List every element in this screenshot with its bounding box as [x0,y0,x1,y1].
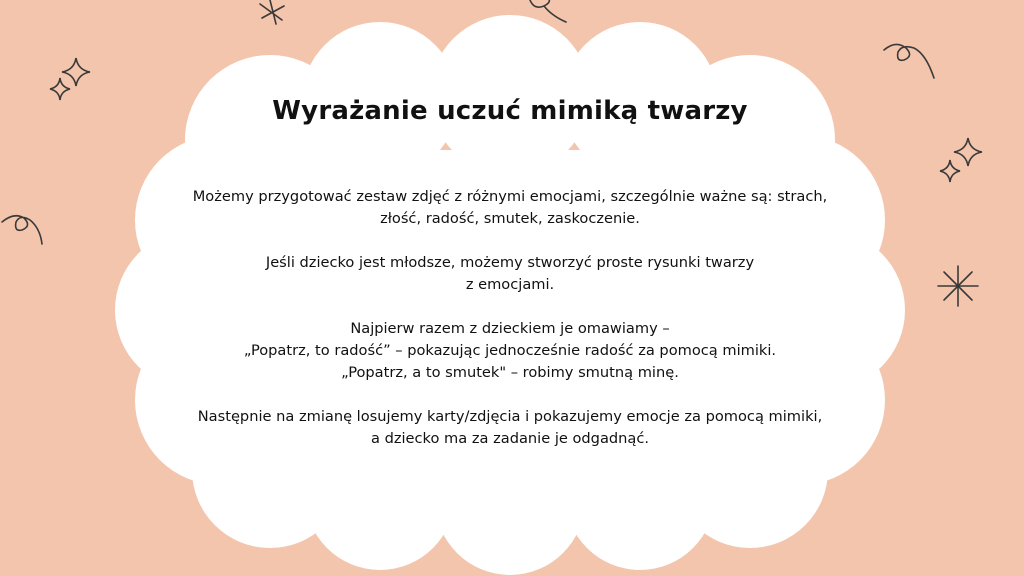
slide-title: Wyrażanie uczuć mimiką twarzy [272,96,748,126]
text-line: Najpierw razem z dzieckiem je omawiamy – [350,320,670,337]
paragraph-4 [180,406,840,450]
text-line: a dziecko ma za zadanie je odgadnąć. [370,430,650,447]
text-line: Następnie na zmianę losujemy karty/zdjęcia i pokazujemy emocje za pomocą mimiki, [197,408,823,425]
paragraph-2 [180,252,840,296]
paragraph-1 [180,186,840,230]
text-line: „Popatrz, a to smutek" – robimy smutną minę. [341,364,679,381]
text-line: Możemy przygotować zestaw zdjęć z różnymi emocjami, szczególnie ważne są: strach, [192,188,828,205]
text-line: z emocjami. [465,276,555,293]
paragraph-3 [180,318,840,384]
slide-body [180,186,840,450]
text-line: złość, radość, smutek, zaskoczenie. [380,210,640,227]
text-line: „Popatrz, to radość” – pokazując jednocześnie radość za pomocą mimiki. [243,342,777,359]
text-line: Jeśli dziecko jest młodsze, możemy stworzyć proste rysunki twarzy [265,254,755,271]
